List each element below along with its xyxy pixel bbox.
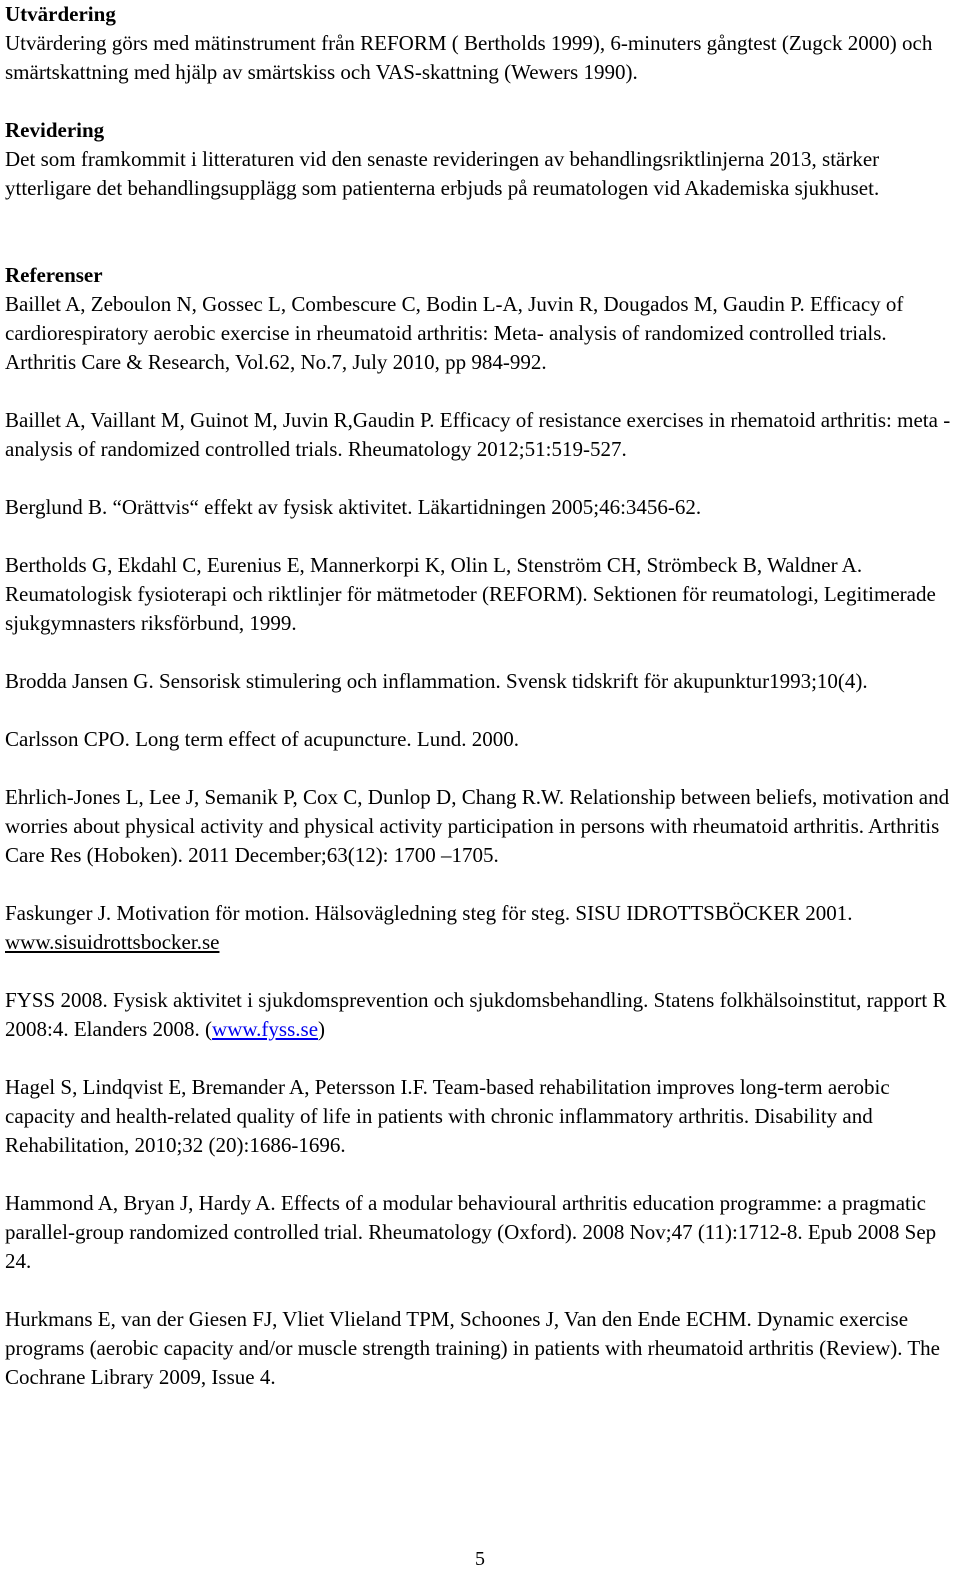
reference-item (5, 986, 955, 1044)
reference-text: Hurkmans E, van der Giesen FJ, Vliet Vlieland TPM, Schoones J, Van den Ende ECHM. Dynamic exercise programs (aerobic capacity and/or muscle strength training) in patients with rheumatoid arthritis (Review). The Cochrane Library 2009, Issue 4. (5, 1307, 940, 1389)
section-text-revidering: Det som framkommit i litteraturen vid den senaste revideringen av behandlingsriktlinjerna 2013, stärker ytterligare det behandlingsupplägg som patienterna erbjuds på reumatologen vid Akademiska sjukhuset. (5, 147, 880, 200)
reference-item (5, 1305, 955, 1392)
reference-item (5, 1189, 955, 1276)
reference-text: Baillet A, Zeboulon N, Gossec L, Combescure C, Bodin L-A, Juvin R, Dougados M, Gaudin P. Efficacy of cardiorespiratory aerobic exercise in rheumatoid arthritis: Meta- analysis of randomized controlled trials. Arthritis Care & Research, Vol.62, No.7, July 2010, pp 984-992. (5, 292, 904, 374)
spacer (5, 87, 955, 116)
reference-item (5, 406, 955, 464)
section-heading-referenser: Referenser (5, 263, 103, 287)
reference-text: Faskunger J. Motivation för motion. Hälsovägledning steg för steg. SISU IDROTTSBÖCKER 2001. (5, 901, 853, 925)
reference-item (5, 1073, 955, 1160)
reference-text: Baillet A, Vaillant M, Guinot M, Juvin R,Gaudin P. Efficacy of resistance exercises in rhematoid arthritis: meta -analysis of randomized controlled trials. Rheumatology 2012;51:519-527. (5, 408, 951, 461)
reference-item (5, 290, 955, 377)
reference-text: Carlsson CPO. Long term effect of acupuncture. Lund. 2000. (5, 727, 519, 751)
fyss-link[interactable]: www.fyss.se (212, 1017, 319, 1041)
reference-text: FYSS 2008. Fysisk aktivitet i sjukdomsprevention och sjukdomsbehandling. Statens folkhälsoinstitut, rapport R 2008:4. Elanders 2008. ( (5, 988, 947, 1041)
reference-item (5, 783, 955, 870)
reference-item (5, 667, 955, 696)
reference-text: Berglund B. “Orättvis“ effekt av fysisk aktivitet. Läkartidningen 2005;46:3456-62. (5, 495, 702, 519)
reference-text: Hammond A, Bryan J, Hardy A. Effects of a modular behavioural arthritis education programme: a pragmatic parallel-group randomized controlled trial. Rheumatology (Oxford). 2008 Nov;47 (11):1712-8. Epub 2008 Sep 24. (5, 1191, 937, 1273)
reference-text: Ehrlich-Jones L, Lee J, Semanik P, Cox C, Dunlop D, Chang R.W. Relationship between beliefs, motivation and worries about physical activity and physical activity participation in persons with rheumatoid arthritis. Arthritis Care Res (Hoboken). 2011 December;63(12): 1700 –1705. (5, 785, 950, 867)
reference-item (5, 899, 955, 957)
spacer (5, 203, 955, 261)
reference-text: Hagel S, Lindqvist E, Bremander A, Petersson I.F. Team-based rehabilitation improves long-term aerobic capacity and health-related quality of life in patients with chronic inflammatory arthritis. Disability and Rehabilitation, 2010;32 (20):1686-1696. (5, 1075, 890, 1157)
sisu-link[interactable]: www.sisuidrottsbocker.se (5, 930, 220, 954)
section-heading-utvardering: Utvärdering (5, 2, 116, 26)
reference-list (5, 290, 955, 1392)
reference-item (5, 493, 955, 522)
document-page (5, 0, 955, 1421)
reference-item (5, 725, 955, 754)
reference-text-after: ) (318, 1017, 326, 1041)
page-number: 5 (475, 1548, 485, 1570)
section-text-utvardering: Utvärdering görs med mätinstrument från REFORM ( Bertholds 1999), 6-minuters gångtest (Zugck 2000) och smärtskattning med hjälp av smärtskiss och VAS-skattning (Wewers 1990). (5, 31, 933, 84)
section-heading-revidering: Revidering (5, 118, 105, 142)
reference-text: Brodda Jansen G. Sensorisk stimulering och inflammation. Svensk tidskrift för akupunktur1993;10(4). (5, 669, 868, 693)
reference-item (5, 551, 955, 638)
reference-text: Bertholds G, Ekdahl C, Eurenius E, Mannerkorpi K, Olin L, Stenström CH, Strömbeck B, Waldner A. Reumatologisk fysioterapi och riktlinjer för mätmetoder (REFORM). Sektionen för reumatologi, Legitimerade sjukgymnasters riksförbund, 1999. (5, 553, 936, 635)
